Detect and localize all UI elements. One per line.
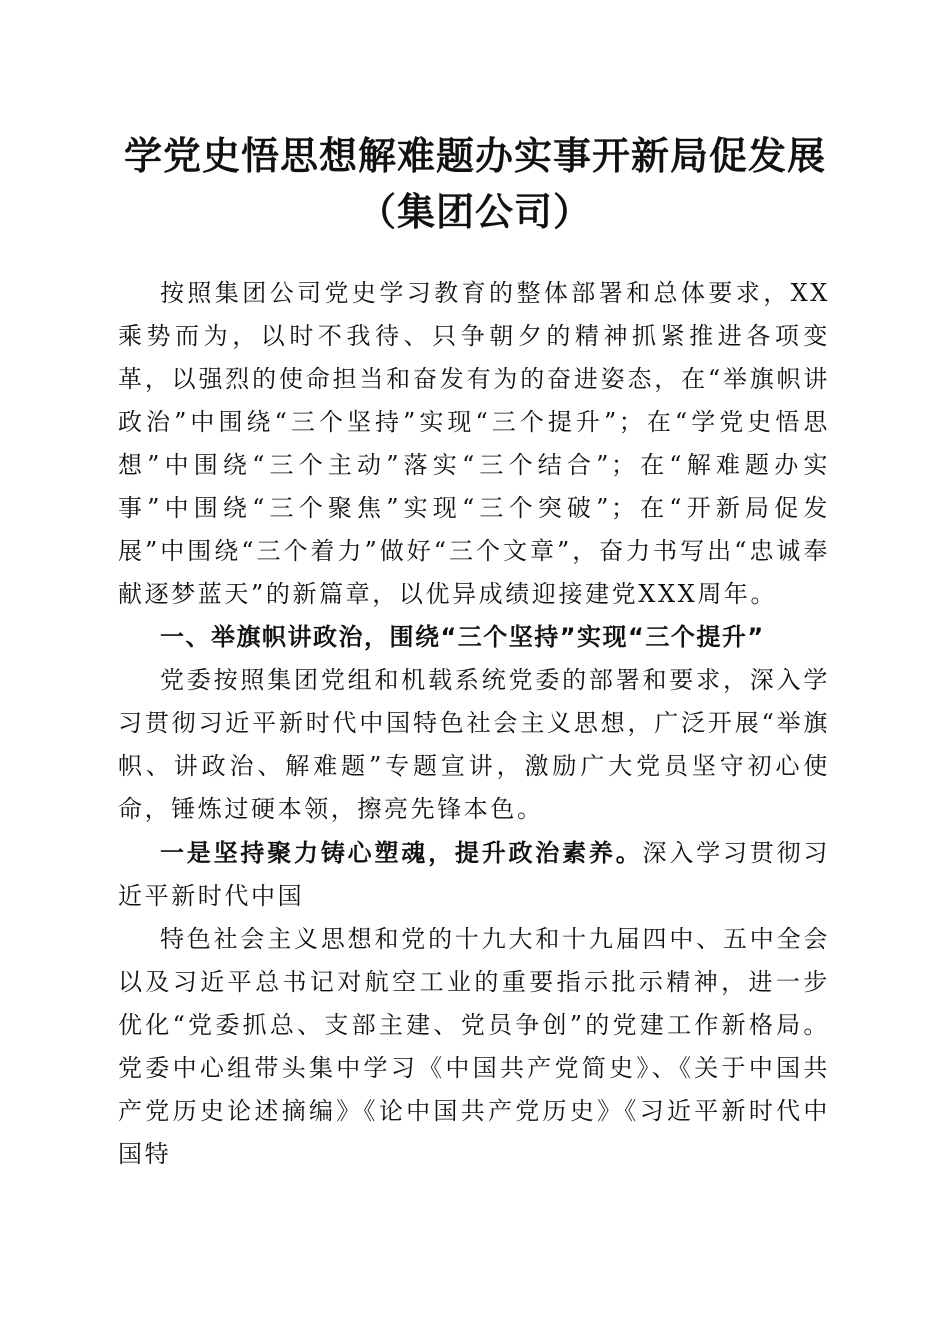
point-1-lead: 一是坚持聚力铸心塑魂，提升政治素养。: [160, 838, 643, 867]
document-body: [118, 272, 830, 1176]
point-1-paragraph: [118, 831, 830, 918]
document-title: 学党史悟思想解难题办实事开新局促发展（集团公司）: [123, 133, 826, 234]
continued-paragraph: 特色社会主义思想和党的十九大和十九届四中、五中全会以及习近平总书记对航空工业的重要指示批示精神，进一步优化“党委抓总、支部主建、党员争创”的党建工作新格局。党委中心组带头集中学习《中国共产党简史》、《关于中国共产党历史论述摘编》《论中国共产党历史》《习近平新时代中国特: [118, 925, 830, 1168]
intro-paragraph: 按照集团公司党史学习教育的整体部署和总体要求，XX乘势而为，以时不我待、只争朝夕的精神抓紧推进各项变革，以强烈的使命担当和奋发有为的奋进姿态，在“举旗帜讲政治”中围绕“三个坚持”实现“三个提升”；在“学党史悟思想”中围绕“三个主动”落实“三个结合”；在“解难题办实事”中围绕“三个聚焦”实现“三个突破”；在“开新局促发展”中围绕“三个着力”做好“三个文章”，奋力书写出“忠诚奉献逐梦蓝天”的新篇章，以优异成绩迎接建党XXX周年。: [118, 279, 830, 608]
point-1-text: 深入学习贯彻习近平新时代中国: [118, 839, 830, 910]
section-heading-1: 一、举旗帜讲政治，围绕“三个坚持”实现“三个提升”: [160, 623, 765, 651]
section-1-paragraph: 党委按照集团党组和机载系统党委的部署和要求，深入学习贯彻习近平新时代中国特色社会主义思想，广泛开展“举旗帜、讲政治、解难题”专题宣讲，激励广大党员坚守初心使命，锤炼过硬本领，擦亮先锋本色。: [118, 666, 830, 823]
